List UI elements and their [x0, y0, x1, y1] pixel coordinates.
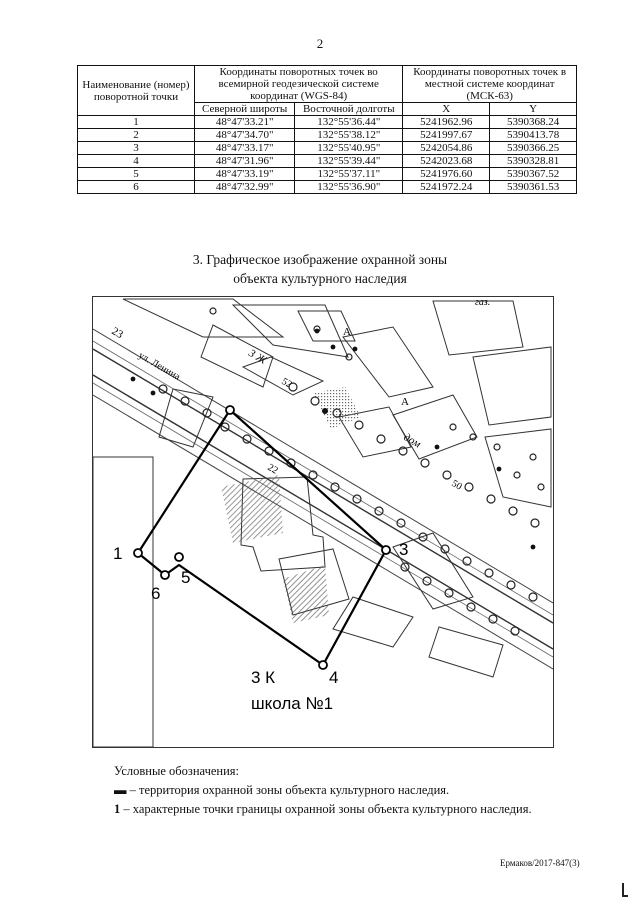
stippled-area	[313, 387, 361, 429]
legend-row-points	[86, 800, 586, 819]
map-label-3k: 3 К	[251, 668, 276, 687]
header-point-name: Наименование (номер) поворотной точки	[78, 66, 195, 116]
boundary-point-3	[382, 546, 390, 554]
table-row	[78, 129, 577, 142]
table-row	[78, 142, 577, 155]
cell-longitude: 132°55'36.90"	[295, 181, 403, 194]
school-building-hatched	[221, 475, 283, 543]
cell-x: 5242054.86	[403, 142, 490, 155]
site-plan-map	[92, 296, 554, 748]
map-label-22: 22	[265, 462, 280, 477]
boundary-point-1	[134, 549, 142, 557]
page-number: 2	[316, 36, 324, 51]
cell-y: 5390367.52	[490, 168, 577, 181]
cell-point-number: 3	[78, 142, 195, 155]
cell-point-number: 4	[78, 155, 195, 168]
boundary-point-2	[226, 406, 234, 414]
boundary-point-5	[175, 553, 183, 561]
map-label-a-2: А	[401, 396, 409, 408]
map-label-50: 50	[449, 478, 464, 493]
protection-zone-boundary	[138, 410, 386, 665]
point-label-3: 3	[399, 540, 409, 559]
map-label-dom: дом	[401, 431, 423, 451]
cell-point-number: 2	[78, 129, 195, 142]
section-title-line1: 3. Графическое изображение охранной зоны	[192, 252, 448, 267]
street-name-label: ул. Ленина	[136, 350, 183, 383]
map-label-a-1: А	[343, 326, 351, 338]
boundary-point-6	[161, 571, 169, 579]
cell-longitude: 132°55'36.44"	[295, 116, 403, 129]
cell-x: 5241972.24	[403, 181, 490, 194]
table-row	[78, 181, 577, 194]
legend-points-text: – характерные точки границы охранной зоны объекта культурного наследия.	[120, 802, 532, 816]
cell-y: 5390361.53	[490, 181, 577, 194]
point-label-4: 4	[329, 668, 339, 687]
cell-y: 5390368.24	[490, 116, 577, 129]
point-label-6: 6	[151, 584, 161, 603]
document-reference: Ермаков/2017-847(3)	[500, 858, 580, 868]
legend-line-symbol: ▬	[114, 783, 127, 797]
cell-latitude: 48°47'33.17"	[195, 142, 295, 155]
section-title	[0, 250, 640, 288]
cell-latitude: 48°47'33.21"	[195, 116, 295, 129]
map-label-52: 52	[279, 376, 294, 391]
map-label-gaz: газ.	[475, 297, 491, 308]
cell-x: 5241962.96	[403, 116, 490, 129]
cell-longitude: 132°55'39.44"	[295, 155, 403, 168]
map-label-school: школа №1	[251, 694, 334, 713]
section-title-line2: объекта культурного наследия	[233, 271, 407, 286]
school-building-hatched-2	[283, 565, 329, 623]
header-x: X	[403, 103, 490, 116]
cell-y: 5390328.81	[490, 155, 577, 168]
legend-row-zone	[86, 781, 586, 800]
header-east-longitude: Восточной долготы	[295, 103, 403, 116]
legend-heading: Условные обозначения:	[114, 764, 240, 778]
cell-point-number: 1	[78, 116, 195, 129]
point-label-5: 5	[181, 568, 191, 587]
cell-latitude: 48°47'34.70"	[195, 129, 295, 142]
map-legend	[86, 762, 586, 819]
header-wgs84: Координаты поворотных точек во всемирной геодезической системе координат (WGS-84)	[195, 66, 403, 103]
map-label-3zh: 3 Ж	[246, 347, 269, 367]
header-msk63: Координаты поворотных точек в местной системе координат (МСК-63)	[403, 66, 577, 103]
map-label-23: 23	[109, 325, 126, 342]
cell-longitude: 132°55'38.12"	[295, 129, 403, 142]
header-y: Y	[490, 103, 577, 116]
cell-y: 5390366.25	[490, 142, 577, 155]
table-row	[78, 155, 577, 168]
cell-longitude: 132°55'37.11"	[295, 168, 403, 181]
cell-latitude: 48°47'33.19"	[195, 168, 295, 181]
legend-point-marker: 1	[114, 802, 121, 816]
point-label-1: 1	[113, 544, 123, 563]
tree-markers	[159, 308, 544, 635]
legend-zone-text: – территория охранной зоны объекта культурного наследия.	[126, 783, 450, 797]
cell-x: 5242023.68	[403, 155, 490, 168]
street-band	[93, 329, 553, 669]
table-row	[78, 168, 577, 181]
cell-x: 5241976.60	[403, 168, 490, 181]
cell-latitude: 48°47'32.99"	[195, 181, 295, 194]
cell-latitude: 48°47'31.96"	[195, 155, 295, 168]
cell-point-number: 6	[78, 181, 195, 194]
corner-mark	[622, 883, 628, 897]
cell-longitude: 132°55'40.95"	[295, 142, 403, 155]
boundary-point-4	[319, 661, 327, 669]
header-north-latitude: Северной широты	[195, 103, 295, 116]
cell-y: 5390413.78	[490, 129, 577, 142]
table-row	[78, 116, 577, 129]
site-plan-svg	[93, 297, 553, 747]
coordinates-table	[77, 65, 577, 194]
cell-x: 5241997.67	[403, 129, 490, 142]
cell-point-number: 5	[78, 168, 195, 181]
